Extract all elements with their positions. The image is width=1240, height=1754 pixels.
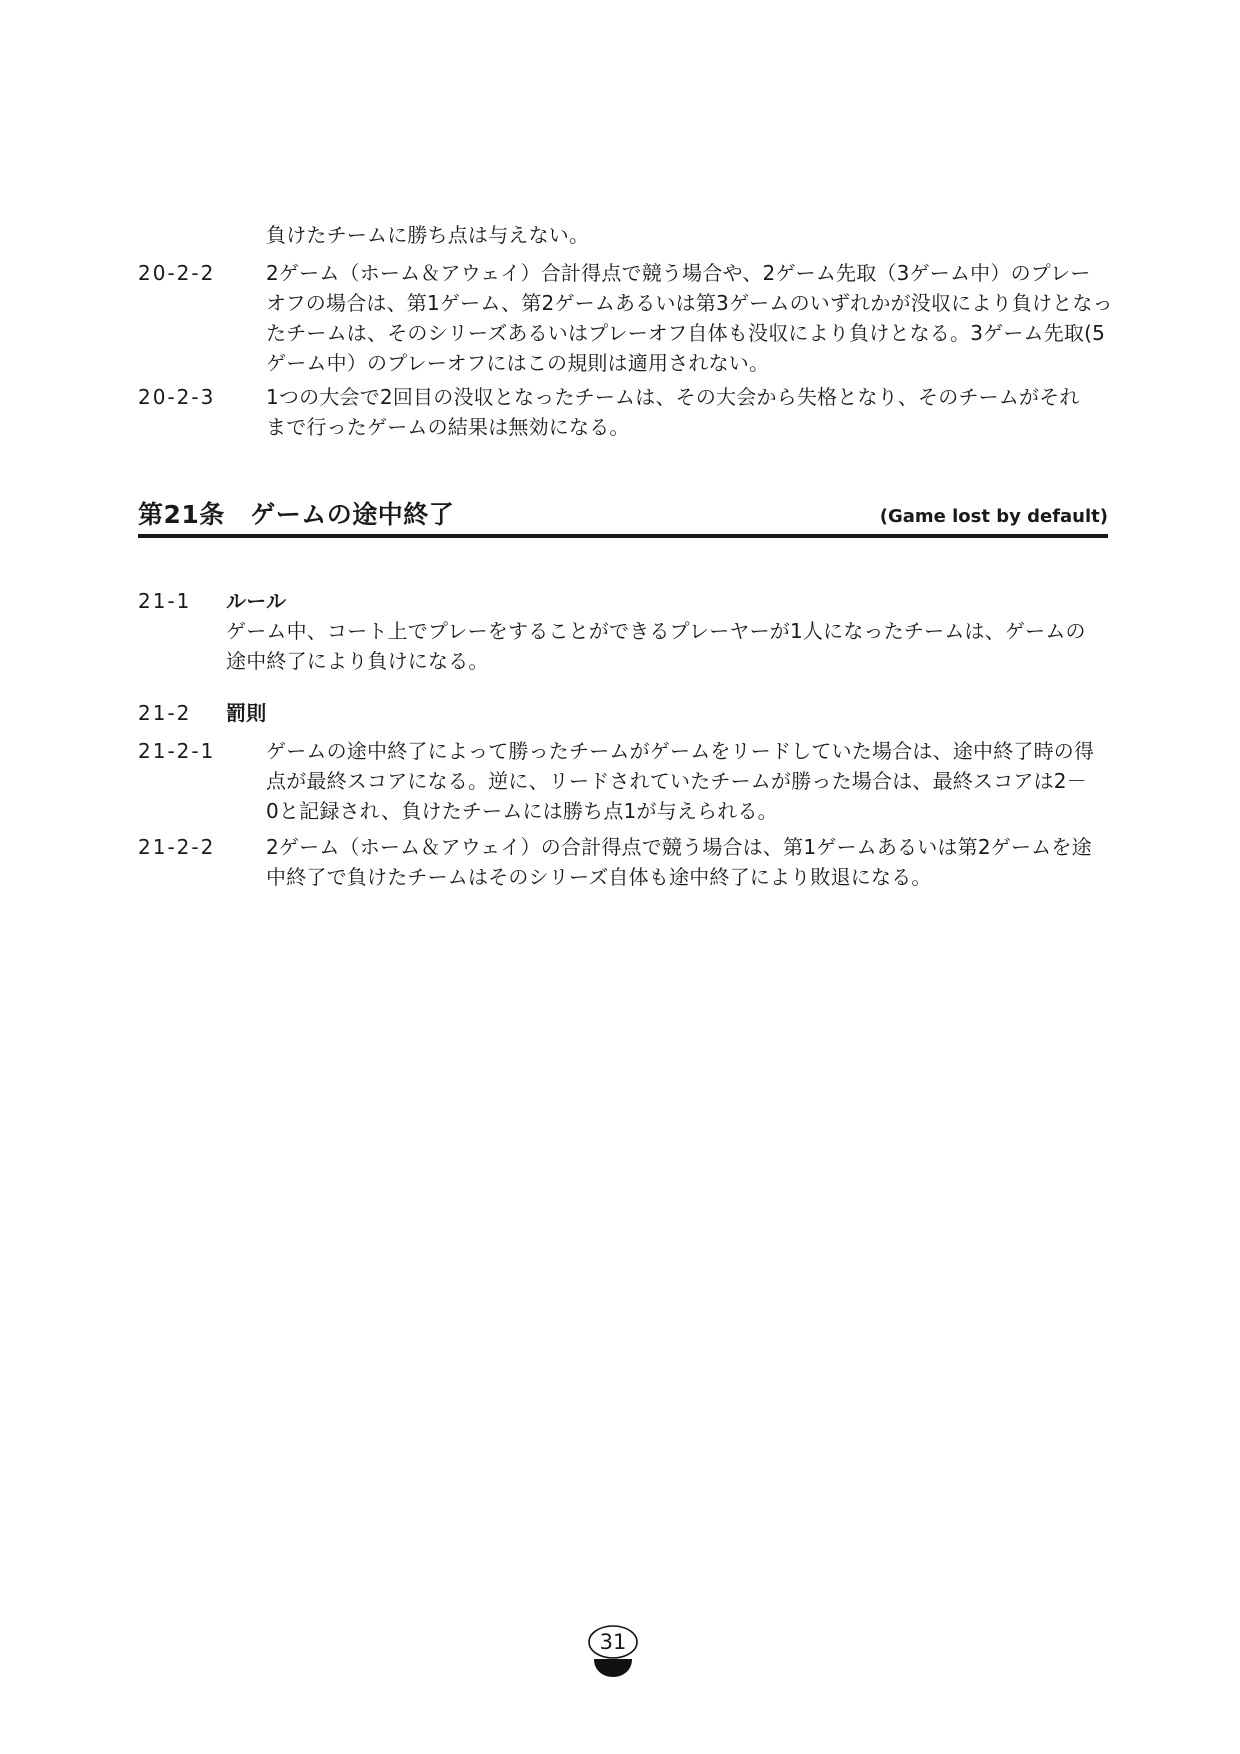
rule-heading-21-1: ルール [226, 589, 287, 613]
article-english-title: (Game lost by default) [879, 506, 1108, 527]
rule-text-line: 点が最終スコアになる。逆に、リードされていたチームが勝った場合は、最終スコアは2－ [266, 769, 1087, 793]
heading-divider [138, 534, 1108, 538]
continuation-line: 負けたチームに勝ち点は与えない。 [266, 223, 590, 247]
rule-number-20-2-3: 20-2-3 [138, 385, 216, 409]
rule-text-line: 中終了で負けたチームはそのシリーズ自体も途中終了により敗退になる。 [266, 865, 932, 889]
rule-text-line: 1つの大会で2回目の没収となったチームは、その大会から失格となり、そのチームがそれ [266, 385, 1080, 409]
page-number: 31 [599, 1630, 627, 1654]
rule-text-line: オフの場合は、第1ゲーム、第2ゲームあるいは第3ゲームのいずれかが没収により負けとなっ [266, 291, 1113, 315]
rule-text-line: 途中終了により負けになる。 [226, 649, 489, 673]
rule-number-21-2-2: 21-2-2 [138, 835, 216, 859]
rule-text-line: 2ゲーム（ホーム＆アウェイ）合計得点で競う場合や、2ゲーム先取（3ゲーム中）のプレー [266, 261, 1091, 285]
rule-number-21-2: 21-2 [138, 701, 192, 725]
rule-text-line: ゲーム中）のプレーオフにはこの規則は適用されない。 [266, 351, 770, 375]
rule-number-20-2-2: 20-2-2 [138, 261, 216, 285]
rule-text-line: 0と記録され、負けたチームには勝ち点1が与えられる。 [266, 799, 778, 823]
rule-text-line: まで行ったゲームの結果は無効になる。 [266, 415, 630, 439]
rule-text-line: ゲーム中、コート上でプレーをすることができるプレーヤーが1人になったチームは、ゲームの [226, 619, 1086, 643]
rule-text-line: たチームは、そのシリーズあるいはプレーオフ自体も没収により負けとなる。3ゲーム先取(5 [266, 321, 1106, 345]
rule-text-line: ゲームの途中終了によって勝ったチームがゲームをリードしていた場合は、途中終了時の得 [266, 739, 1095, 763]
page-number-badge [587, 1623, 639, 1693]
rule-number-21-1: 21-1 [138, 589, 192, 613]
rule-text-line: 2ゲーム（ホーム＆アウェイ）の合計得点で競う場合は、第1ゲームあるいは第2ゲームを途 [266, 835, 1092, 859]
rule-heading-21-2: 罰則 [226, 701, 267, 725]
rule-number-21-2-1: 21-2-1 [138, 739, 216, 763]
article-title: 第21条 ゲームの途中終了 [138, 500, 455, 529]
